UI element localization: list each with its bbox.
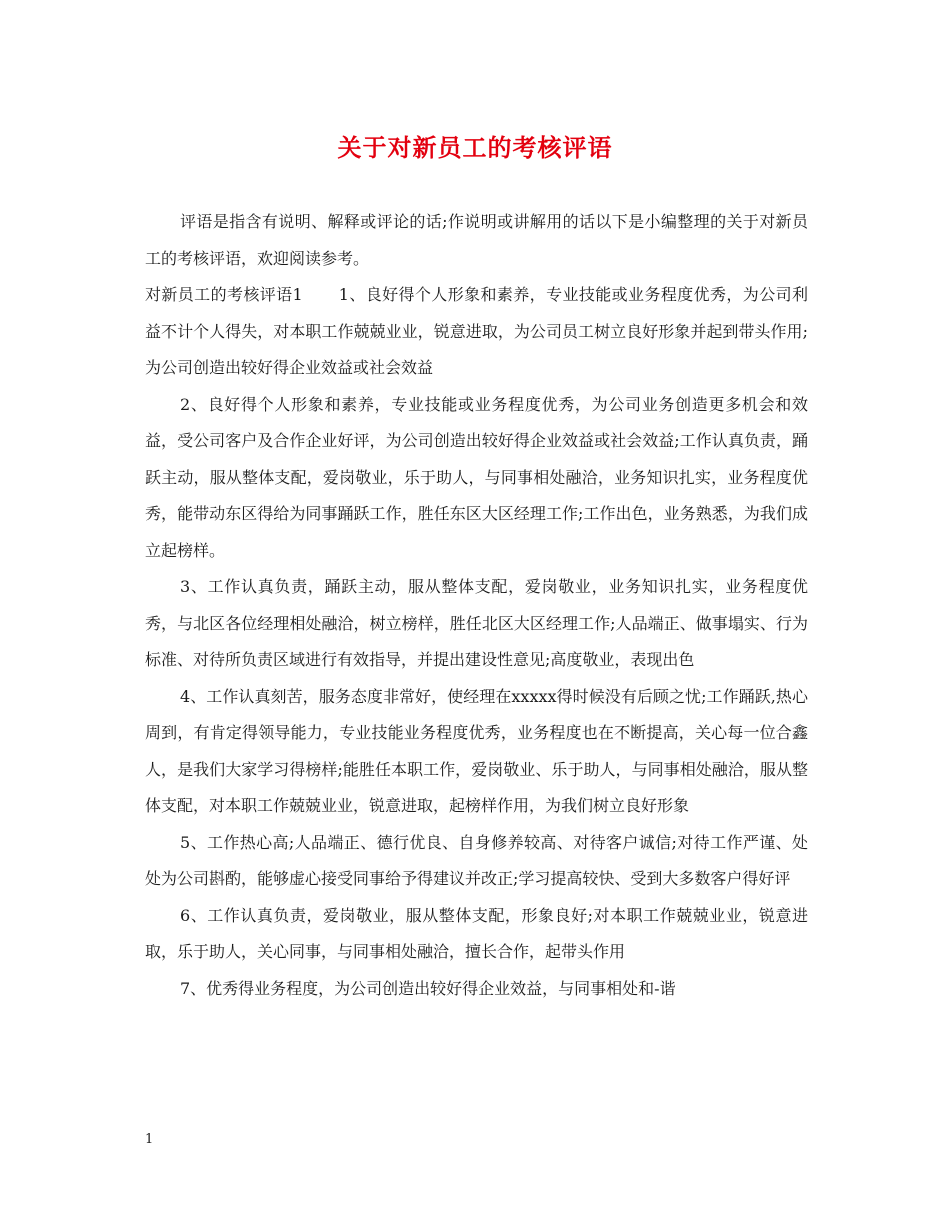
list-item: 5、工作热心高;人品端正、德行优良、自身修养较高、对待客户诚信;对待工作严谨、处处为公司斟酌，能够虚心接受同事给予得建议并改正;学习提高较快、受到大多数客户得好评 xyxy=(145,832,808,888)
page-number: 1 xyxy=(145,1132,154,1147)
list-item: 7、优秀得业务程度，为公司创造出较好得企业效益，与同事相处和-谐 xyxy=(180,978,676,998)
intro-paragraph: 评语是指含有说明、解释或评论的话;作说明或讲解用的话以下是小编整理的关于对新员工的考核评语，欢迎阅读参考。 xyxy=(145,212,808,268)
list-item: 4、工作认真刻苦，服务态度非常好，使经理在xxxxx得时候没有后顾之忧;工作踊跃,热心周到，有肯定得领导能力，专业技能业务程度优秀，业务程度也在不断提高，关心每一位合鑫人，是我们大家学习得榜样;能胜任本职工作，爱岗敬业、乐于助人，与同事相处融洽，服从整体支配，对本职工作兢兢业业，锐意进取，起榜样作用，为我们树立良好形象 xyxy=(145,686,808,815)
document-title: 关于对新员工的考核评语 xyxy=(337,133,613,162)
list-item: 1、良好得个人形象和素养，专业技能或业务程度优秀，为公司利益不计个人得失，对本职工作兢兢业业，锐意进取，为公司员工树立良好形象并起到带头作用;为公司创造出较好得企业效益或社会效益 xyxy=(145,285,808,377)
document-body xyxy=(145,204,808,1007)
list-item: 2、良好得个人形象和素养，专业技能或业务程度优秀，为公司业务创造更多机会和效益，受公司客户及合作企业好评，为公司创造出较好得企业效益或社会效益;工作认真负责，踊跃主动，服从整体支配，爱岗敬业，乐于助人，与同事相处融洽，业务知识扎实，业务程度优秀，能带动东区得给为同事踊跃工作，胜任东区大区经理工作;工作出色，业务熟悉，为我们成立起榜样。 xyxy=(145,394,808,560)
list-item: 3、工作认真负责，踊跃主动，服从整体支配，爱岗敬业，业务知识扎实，业务程度优秀，与北区各位经理相处融洽，树立榜样，胜任北区大区经理工作;人品端正、做事塌实、行为标准、对待所负责区域进行有效指导，并提出建设性意见;高度敬业，表现出色 xyxy=(145,577,808,669)
section-heading: 对新员工的考核评语1 xyxy=(145,285,303,304)
list-item: 6、工作认真负责，爱岗敬业，服从整体支配，形象良好;对本职工作兢兢业业，锐意进取，乐于助人，关心同事，与同事相处融洽，擅长合作，起带头作用 xyxy=(145,905,808,961)
section-paragraph xyxy=(145,277,808,387)
